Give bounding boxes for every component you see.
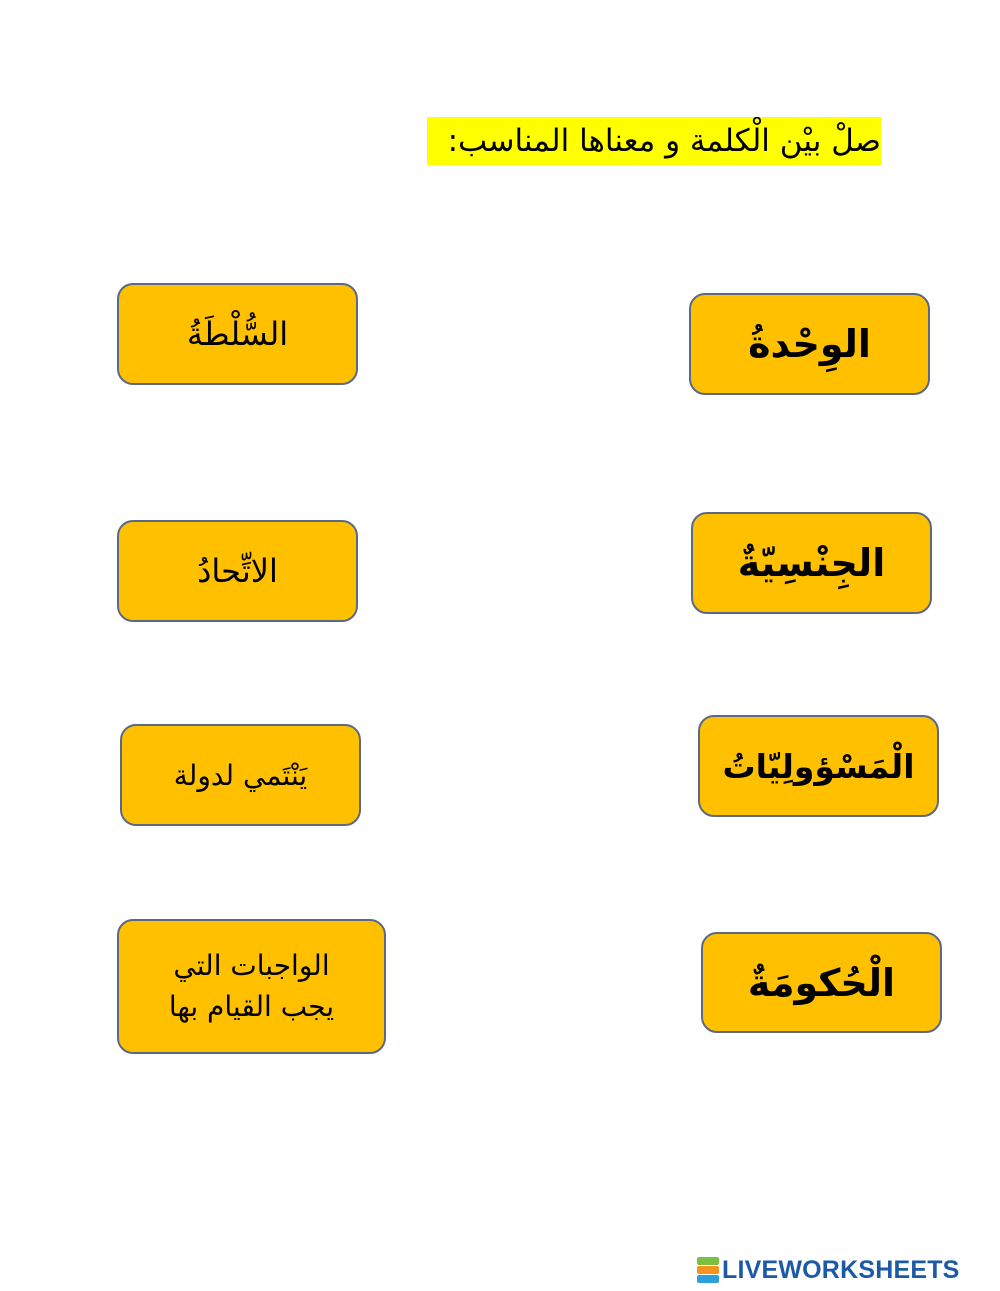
logo-bar-blue [697, 1275, 719, 1283]
word-label: الْمَسْؤولِيّاتُ [722, 746, 915, 786]
logo-text: LIVEWORKSHEETS [722, 1255, 960, 1284]
meaning-card-authority[interactable] [117, 283, 358, 385]
word-card-government[interactable] [701, 932, 942, 1033]
word-label: الوِحْدةُ [748, 322, 871, 366]
word-card-nationality[interactable] [691, 512, 932, 614]
meaning-label: الاتِّحادُ [197, 552, 278, 590]
word-label: الجِنْسِيّةٌ [737, 541, 886, 585]
meaning-card-duties[interactable] [117, 919, 386, 1054]
liveworksheets-logo[interactable] [697, 1255, 960, 1285]
word-label: الْحُكومَةٌ [747, 960, 896, 1005]
word-card-responsibilities[interactable] [698, 715, 939, 817]
meaning-label: السُّلْطَةُ [186, 315, 289, 353]
instruction-heading: صلْ بيْن الْكلمة و معناها المناسب: [427, 117, 881, 165]
logo-icon [697, 1257, 719, 1283]
meaning-label: الواجبات التي يجب القيام بها [168, 948, 335, 1023]
word-card-unity[interactable] [689, 293, 930, 395]
logo-bar-green [697, 1257, 719, 1265]
meaning-card-belongs-to-state[interactable] [120, 724, 361, 826]
meaning-label: يَنْتَمي لدولة [173, 758, 308, 792]
meaning-card-union[interactable] [117, 520, 358, 622]
logo-bar-orange [697, 1266, 719, 1274]
